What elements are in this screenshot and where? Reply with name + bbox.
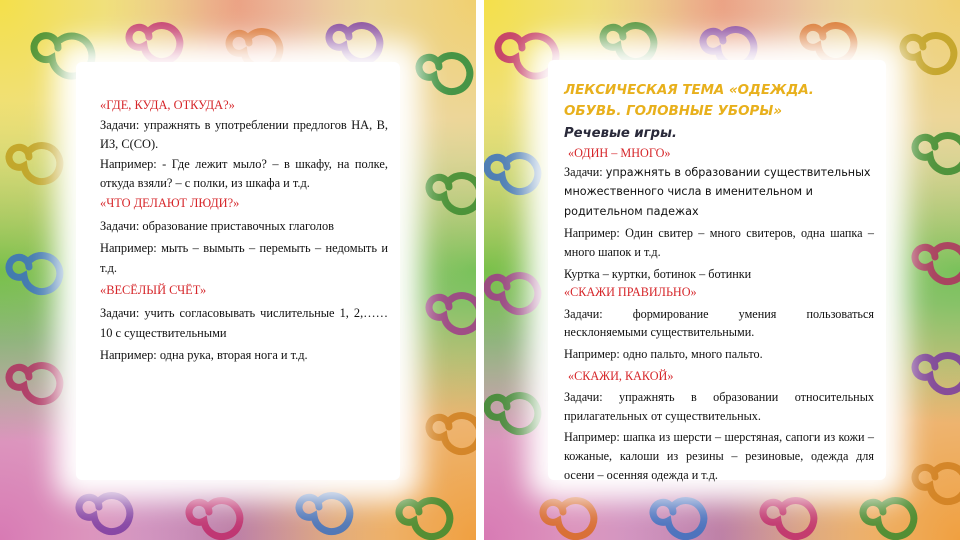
game-title: «СКАЖИ ПРАВИЛЬНО» [564,285,697,300]
example-text: Куртка – куртки, ботинок – ботинки [564,266,752,281]
game-title: «ОДИН – МНОГО» [568,146,671,160]
example-text: Например: мыть – вымыть – перемыть – недомыть и т.д. [100,241,388,275]
task-text [564,163,874,222]
example-text: Например: одна рука, вторая нога и т.д. [100,348,308,363]
task-text: Задачи: образование приставочных глаголов [100,218,334,233]
right-page [484,0,960,540]
game-title: «ГДЕ, КУДА, ОТКУДА?» [100,98,235,112]
example-text: Например: шапка из шерсти – шерстяная, сапоги из кожи – кожаные, калоши из резины – резиновые, одежда для осени – осенняя одежда и т.д. [564,430,874,482]
task-description: упражнять в образовании существительных множественного числа в именительном и родительном падежах [564,165,871,218]
left-content [100,96,388,366]
lexical-topic-title: ЛЕКСИЧЕСКАЯ ТЕМА «ОДЕЖДА. ОБУВЬ. ГОЛОВНЫЕ УБОРЫ» [564,83,814,119]
task-label: Задачи: [564,164,603,179]
right-content [564,80,874,484]
game-title: «СКАЖИ, КАКОЙ» [568,368,674,383]
game-title: «ЧТО ДЕЛАЮТ ЛЮДИ?» [100,195,240,210]
game-title: «ВЕСЁЛЫЙ СЧЁТ» [100,283,207,298]
task-text: Задачи: упражнять в употреблении предлогов НА, В, ИЗ, С(СО). [100,117,388,152]
task-text: Задачи: учить согласовывать числительные 1, 2,……10 с существительными [100,305,388,340]
example-text: Например: одно пальто, много пальто. [564,346,763,361]
task-text: Задачи: упражнять в образовании относительных прилагательных от существительных. [564,390,874,423]
section-title: Речевые игры. [564,126,677,141]
example-text: Например: - Где лежит мыло? – в шкафу, на полке, откуда взяли? – с полки, из шкафа и т.д. [100,156,388,191]
left-page [0,0,476,540]
task-text: Задачи: формирование умения пользоваться несклоняемыми существительными. [564,306,874,340]
example-text: Например: Один свитер – много свитеров, одна шапка – много шапок и т.д. [564,226,874,259]
